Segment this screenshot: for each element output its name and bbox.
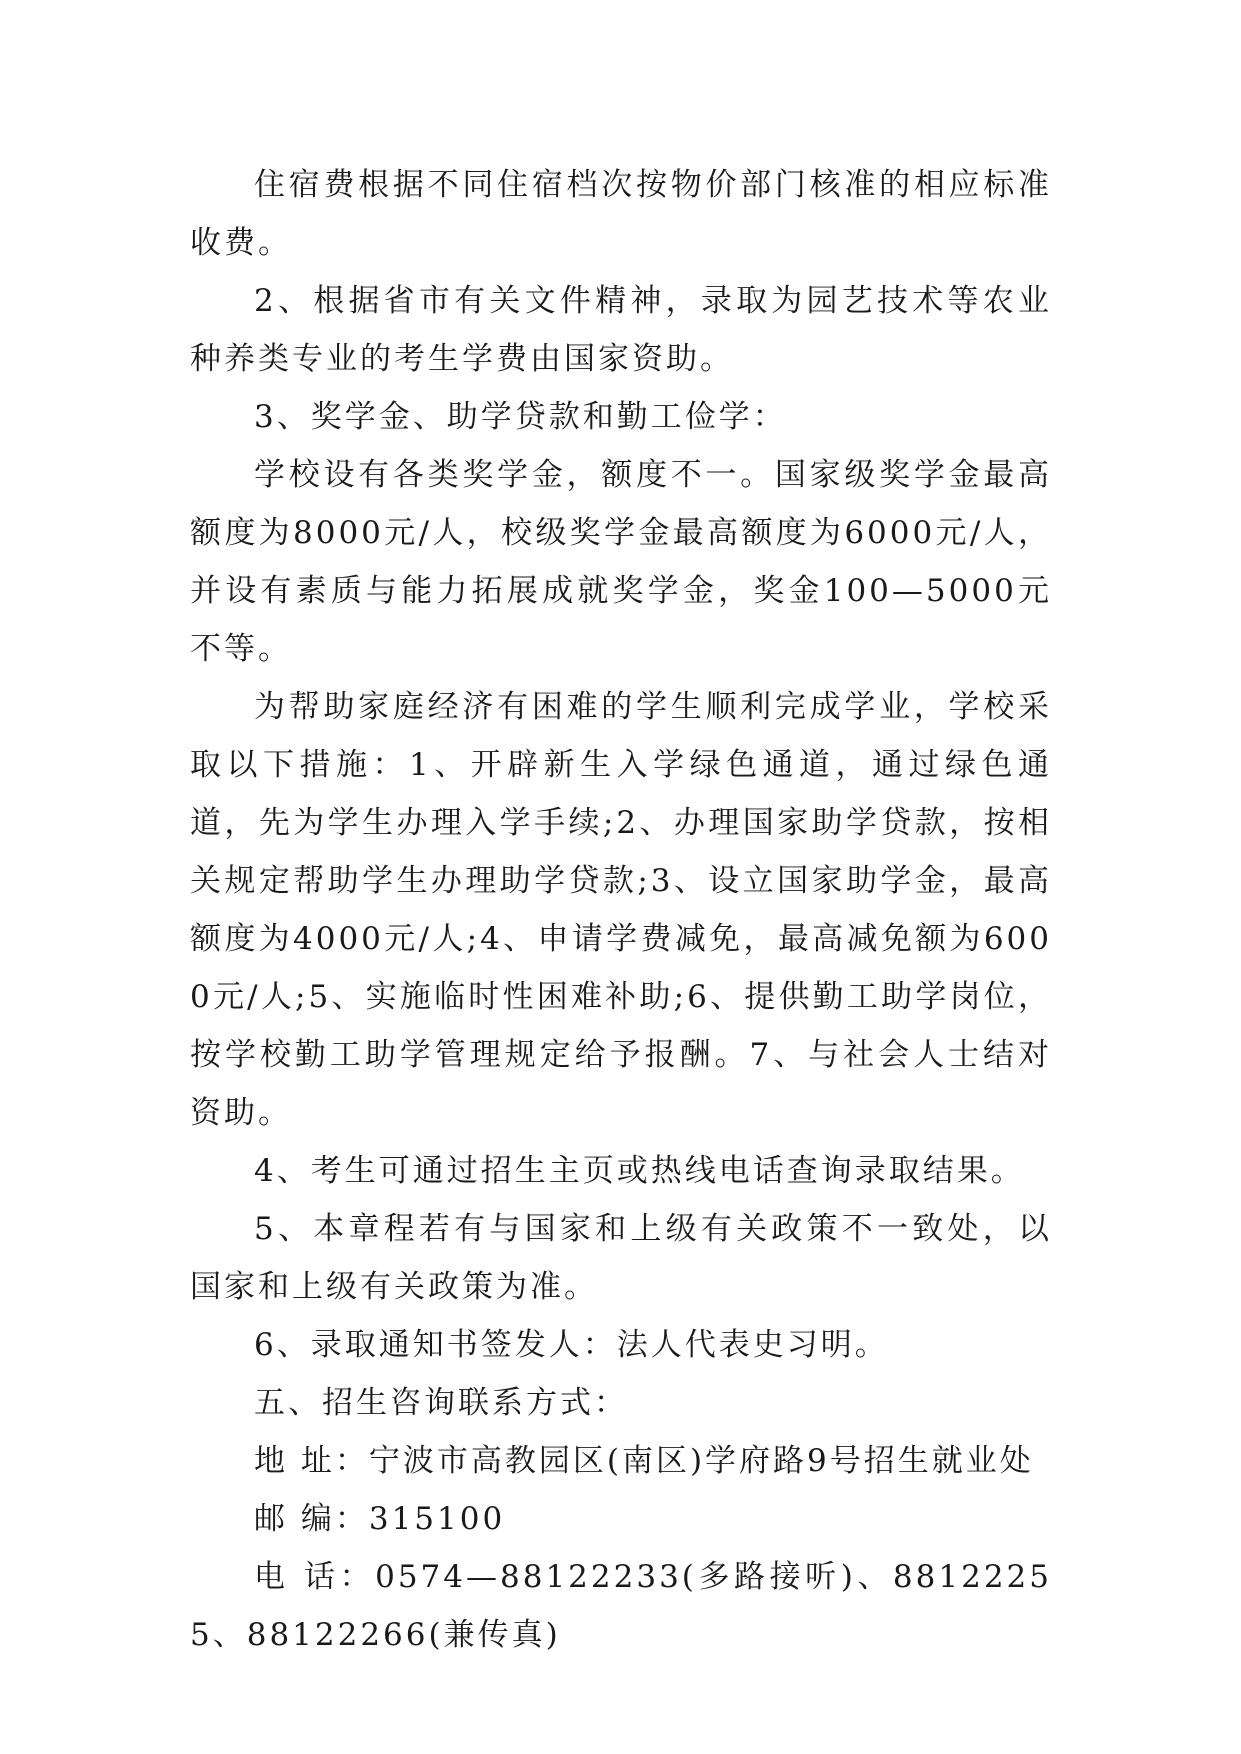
document-body [190,156,1052,1664]
paragraph-tuition-aid: 2、根据省市有关文件精神，录取为园艺技术等农业种养类专业的考生学费由国家资助。 [190,283,1052,377]
paragraph-financial-measures: 为帮助家庭经济有困难的学生顺利完成学业，学校采取以下措施：1、开辟新生入学绿色通道，通过绿色通道，先为学生办理入学手续;2、办理国家助学贷款，按相关规定帮助学生办理助学贷款;3、设立国家助学金，最高额度为4000元/人;4、申请学费减免，最高减免额为6000元/人;5、实施临时性困难补助;6、提供勤工助学岗位，按学校勤工助学管理规定给予报酬。7、与社会人士结对资助。 [190,689,1052,1131]
paragraph-scholarship-heading: 3、奖学金、助学贷款和勤工俭学： [254,399,787,435]
contact-postcode: 邮 编：315100 [254,1501,506,1537]
contact-address: 地 址：宁波市高教园区(南区)学府路9号招生就业处 [254,1443,1034,1479]
paragraph-accommodation-fee: 住宿费根据不同住宿档次按物价部门核准的相应标准收费。 [190,167,1052,261]
contact-phone: 电 话：0574—88122233(多路接听)、88122255、88122266(兼传真) [190,1559,1052,1653]
paragraph-policy-precedence: 5、本章程若有与国家和上级有关政策不一致处，以国家和上级有关政策为准。 [190,1211,1052,1305]
section-heading-contact: 五、招生咨询联系方式： [254,1385,628,1421]
paragraph-scholarships: 学校设有各类奖学金，额度不一。国家级奖学金最高额度为8000元/人，校级奖学金最高额度为6000元/人，并设有素质与能力拓展成就奖学金，奖金100—5000元不等。 [190,457,1052,667]
paragraph-notice-signer: 6、录取通知书签发人：法人代表史习明。 [254,1327,889,1363]
paragraph-admission-query: 4、考生可通过招生主页或热线电话查询录取结果。 [254,1153,1025,1189]
